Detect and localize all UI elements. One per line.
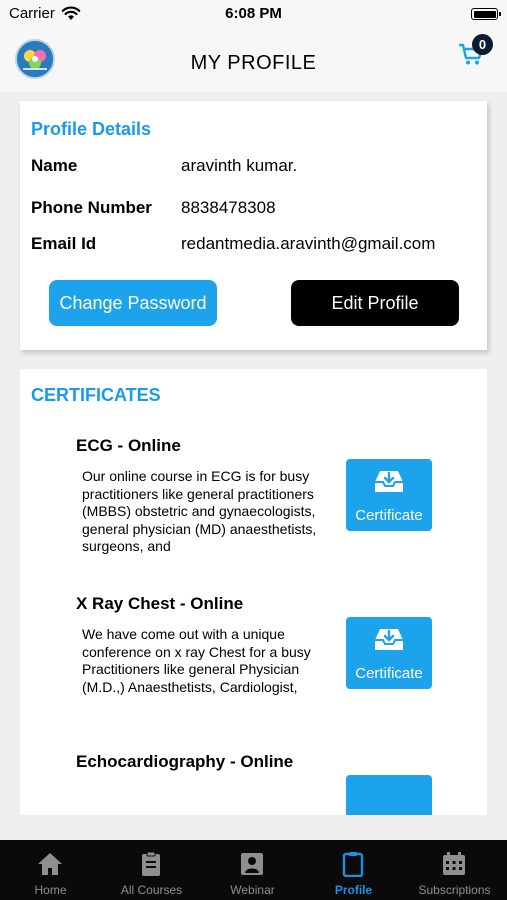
- cart-count-badge: 0: [472, 34, 493, 55]
- course-description: We have come out with a unique conference on x ray Chest for a busy Practitioners like general Physician (M.D.,) Anaesthetists, Cardiologist,: [82, 626, 311, 695]
- battery-icon: [471, 8, 498, 20]
- certificate-item: [20, 752, 487, 815]
- course-title: ECG - Online: [76, 436, 181, 455]
- app-header: [0, 28, 507, 92]
- email-label: Email Id: [31, 234, 97, 253]
- profile-section-title: Profile Details: [31, 119, 152, 139]
- download-certificate-button[interactable]: [346, 459, 432, 531]
- page-title: MY PROFILE: [190, 52, 317, 74]
- tab-label: Subscriptions: [418, 883, 491, 897]
- tab-home[interactable]: [0, 840, 101, 900]
- course-title: X Ray Chest - Online: [76, 594, 244, 613]
- tab-webinar[interactable]: [202, 840, 303, 900]
- certificates-section-title: CERTIFICATES: [31, 385, 161, 405]
- tab-label: Home: [34, 883, 67, 897]
- download-certificate-button[interactable]: [346, 775, 432, 815]
- courses-icon: [138, 851, 164, 877]
- download-certificate-button[interactable]: [346, 617, 432, 689]
- certificate-item: [20, 594, 487, 714]
- certificate-button-label: Certificate: [355, 507, 423, 524]
- certificate-button-label: Certificate: [355, 665, 423, 682]
- tab-label: Webinar: [230, 883, 275, 897]
- profile-details-card: [20, 101, 487, 350]
- tab-profile[interactable]: [303, 840, 404, 900]
- profile-icon: [340, 851, 366, 877]
- carrier-label: Carrier: [9, 5, 55, 22]
- change-password-button[interactable]: Change Password: [49, 280, 217, 326]
- download-tray-icon: [373, 625, 405, 653]
- email-value: redantmedia.aravinth@gmail.com: [181, 234, 436, 253]
- tab-all-courses[interactable]: [101, 840, 202, 900]
- certificate-item: [20, 436, 487, 556]
- course-title: Echocardiography - Online: [76, 752, 294, 771]
- name-label: Name: [31, 156, 78, 175]
- webinar-icon: [239, 851, 265, 877]
- phone-value: 8838478308: [181, 198, 276, 217]
- edit-profile-button[interactable]: Edit Profile: [291, 280, 459, 326]
- certificates-card: [20, 369, 487, 815]
- download-tray-icon: [373, 467, 405, 495]
- bottom-tab-bar: [0, 840, 507, 900]
- course-description: Our online course in ECG is for busy practitioners like general practitioners (MBBS) obstetric and gynaecologists, general physician (MD) anaesthetists, surgeons, and: [82, 468, 317, 554]
- calendar-icon: [441, 851, 467, 877]
- status-bar: [0, 0, 507, 28]
- tab-subscriptions[interactable]: [404, 840, 505, 900]
- name-value: aravinth kumar.: [181, 156, 298, 175]
- tab-label: Profile: [334, 883, 373, 897]
- tab-label: All Courses: [120, 883, 183, 897]
- clock-time: 6:08 PM: [225, 5, 282, 22]
- home-icon: [37, 851, 63, 877]
- phone-label: Phone Number: [31, 198, 152, 217]
